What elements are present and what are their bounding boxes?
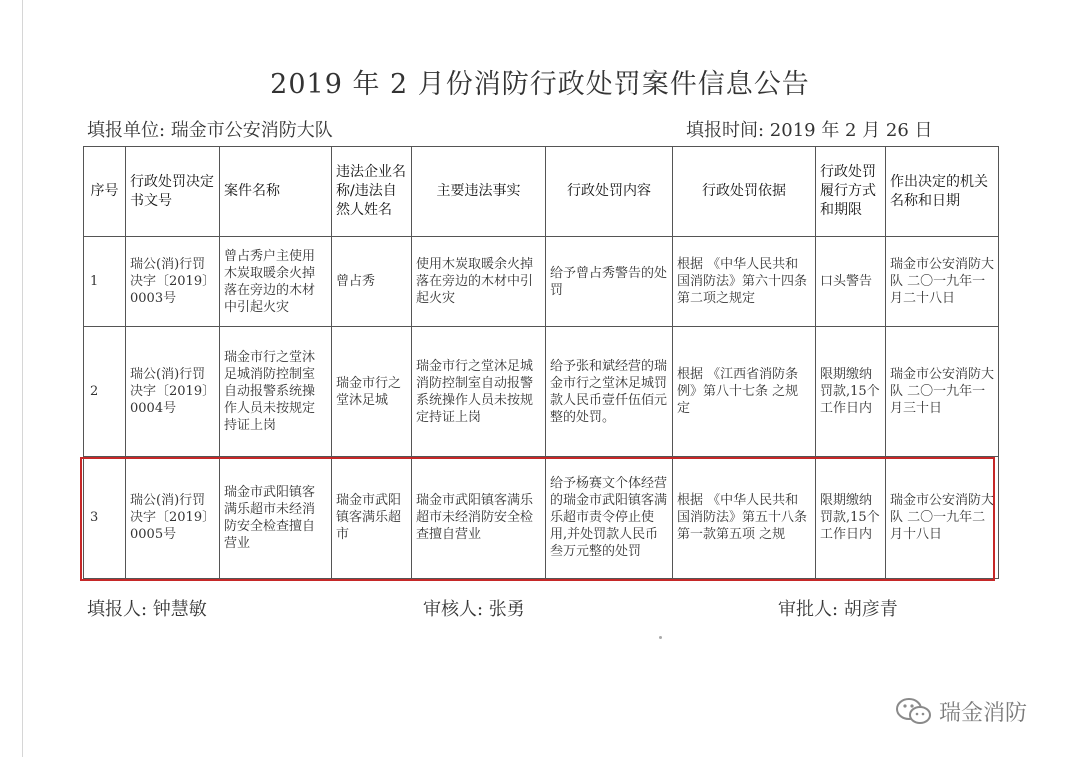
reporting-unit: 填报单位: 瑞金市公安消防大队 [87, 120, 333, 141]
cell-content: 给予张和斌经营的瑞金市行之堂沐足城罚款人民币壹仟伍佰元整的处罚。 [546, 327, 673, 457]
cell-case-name: 曾占秀户主使用木炭取暖余火掉落在旁边的木材中引起火灾 [220, 237, 332, 327]
cell-party: 瑞金市武阳镇客满乐超市 [332, 457, 412, 579]
cell-case-name: 瑞金市武阳镇客满乐超市未经消防安全检查擅自营业 [220, 457, 332, 579]
watermark-text: 瑞金消防 [939, 701, 1028, 726]
table-row [84, 327, 999, 457]
header-case-name: 案件名称 [220, 147, 332, 237]
scan-edge-line [22, 0, 23, 757]
header-no: 序号 [84, 147, 126, 237]
header-party: 违法企业名称/违法自然人姓名 [332, 147, 412, 237]
cell-authority: 瑞金市公安消防大队 二〇一九年一月三十日 [886, 327, 999, 457]
cell-basis: 根据 《中华人民共和国消防法》第五十八条第一款第五项 之规 [673, 457, 816, 579]
header-doc-no: 行政处罚决定书文号 [126, 147, 220, 237]
table-header-row [84, 147, 999, 237]
cell-no: 1 [84, 237, 126, 327]
table-row [84, 457, 999, 579]
cell-case-name: 瑞金市行之堂沐足城消防控制室自动报警系统操作人员未按规定持证上岗 [220, 327, 332, 457]
header-manner: 行政处罚履行方式和期限 [816, 147, 886, 237]
cell-manner: 限期缴纳罚款,15个工作日内 [816, 457, 886, 579]
cell-doc-no: 瑞公(消)行罚决字〔2019〕0005号 [126, 457, 220, 579]
cell-content: 给予曾占秀警告的处罚 [546, 237, 673, 327]
approver-signature: 审批人: 胡彦青 [778, 599, 898, 620]
header-facts: 主要违法事实 [412, 147, 546, 237]
cell-no: 3 [84, 457, 126, 579]
reviewer-signature: 审核人: 张勇 [423, 599, 525, 620]
cell-no: 2 [84, 327, 126, 457]
header-authority: 作出决定的机关名称和日期 [886, 147, 999, 237]
scan-speck [659, 636, 662, 639]
cell-content: 给予杨赛文个体经营的瑞金市武阳镇客满乐超市责令停止使用,并处罚款人民币叁万元整的处罚 [546, 457, 673, 579]
cell-doc-no: 瑞公(消)行罚决字〔2019〕0004号 [126, 327, 220, 457]
cell-authority: 瑞金市公安消防大队 二〇一九年一月二十八日 [886, 237, 999, 327]
cell-authority: 瑞金市公安消防大队 二〇一九年二月十八日 [886, 457, 999, 579]
cell-party: 曾占秀 [332, 237, 412, 327]
cell-facts: 瑞金市武阳镇客满乐超市未经消防安全检查擅自营业 [412, 457, 546, 579]
watermark [895, 696, 1027, 727]
table-row [84, 237, 999, 327]
header-basis: 行政处罚依据 [673, 147, 816, 237]
cell-basis: 根据 《江西省消防条例》第八十七条 之规定 [673, 327, 816, 457]
document-title: 2019 年 2 月份消防行政处罚案件信息公告 [270, 69, 810, 100]
reporting-time: 填报时间: 2019 年 2 月 26 日 [686, 120, 933, 141]
cell-party: 瑞金市行之堂沐足城 [332, 327, 412, 457]
cell-facts: 使用木炭取暖余火掉落在旁边的木材中引起火灾 [412, 237, 546, 327]
cell-basis: 根据 《中华人民共和国消防法》第六十四条第二项之规定 [673, 237, 816, 327]
cell-facts: 瑞金市行之堂沐足城消防控制室自动报警系统操作人员未按规定持证上岗 [412, 327, 546, 457]
cell-doc-no: 瑞公(消)行罚决字〔2019〕0003号 [126, 237, 220, 327]
cell-manner: 限期缴纳罚款,15个工作日内 [816, 327, 886, 457]
cell-manner: 口头警告 [816, 237, 886, 327]
wechat-icon [895, 697, 933, 727]
penalty-table [83, 146, 999, 579]
filler-signature: 填报人: 钟慧敏 [87, 599, 207, 620]
header-content: 行政处罚内容 [546, 147, 673, 237]
